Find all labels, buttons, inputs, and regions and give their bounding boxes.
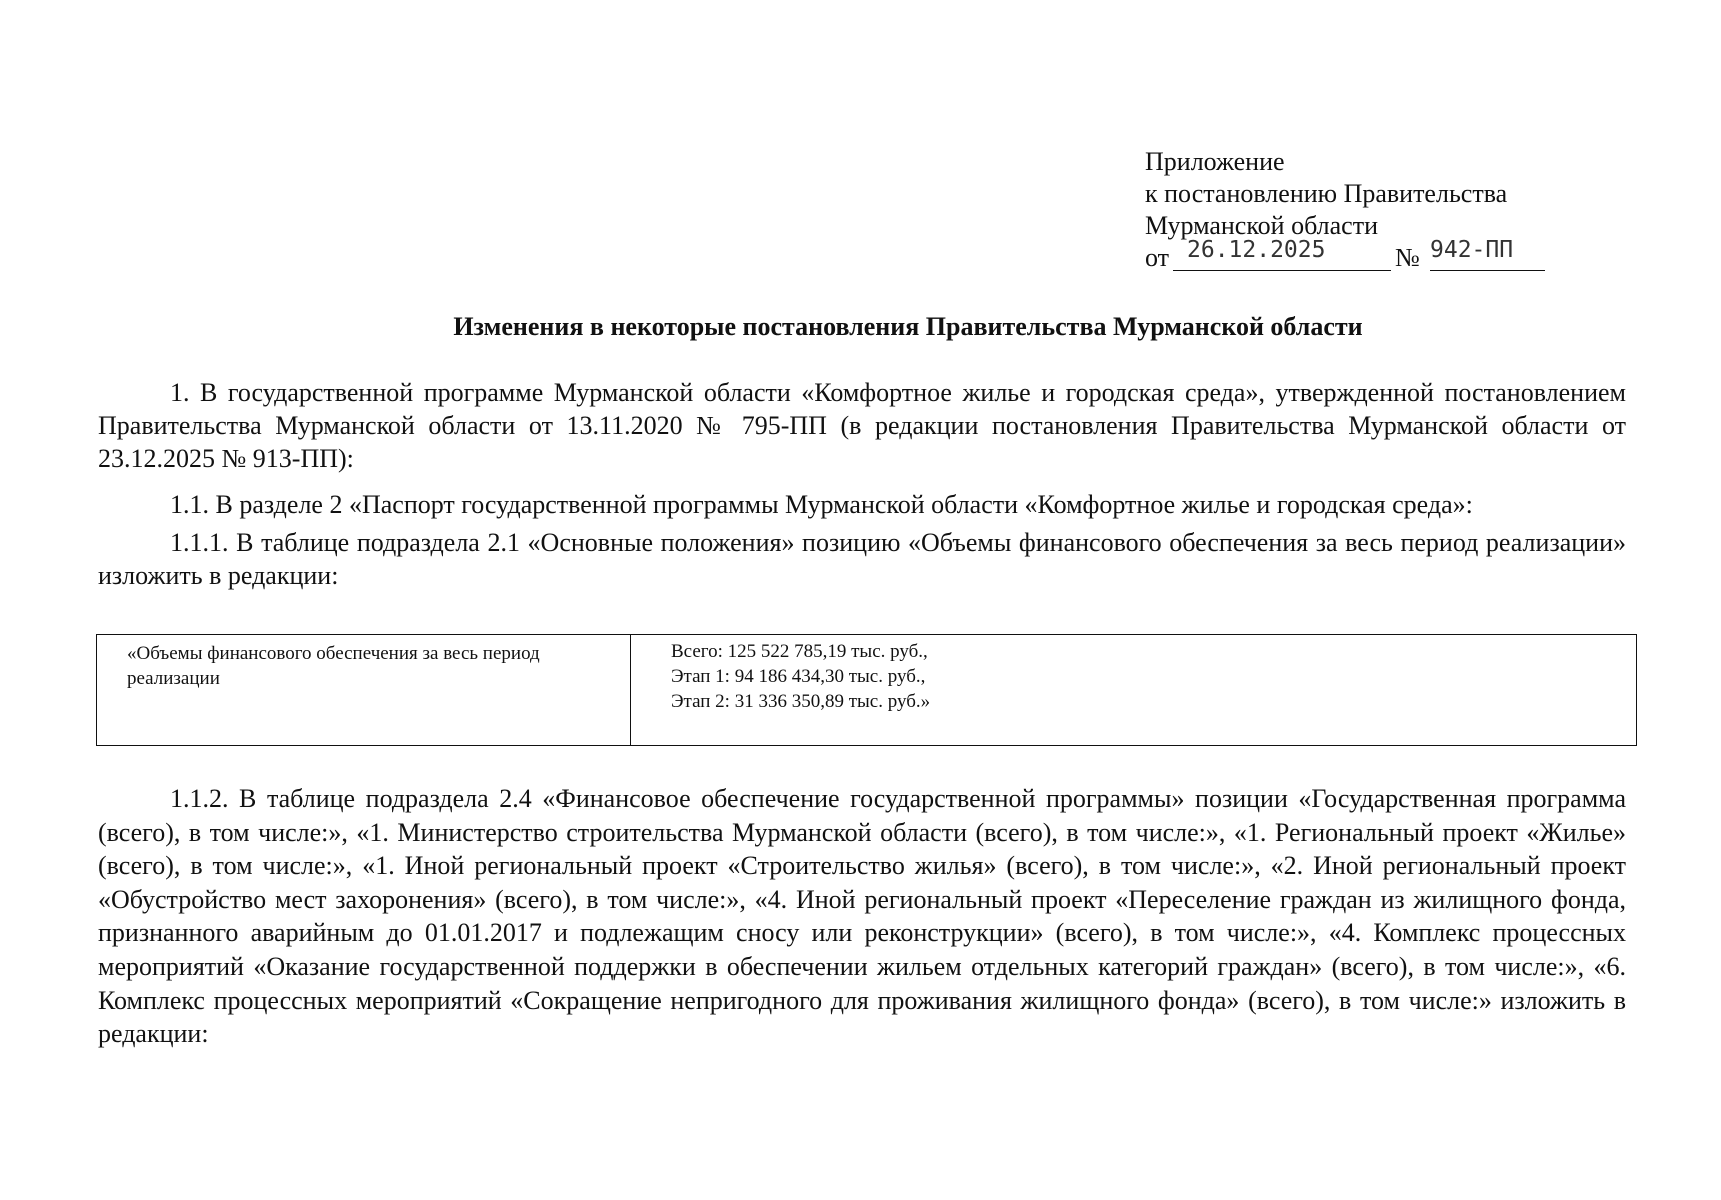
paragraph-1: 1. В государственной программе Мурманской области «Комфортное жилье и городская среда», утвержденной постановлением Правительства Мурманской области от 13.11.2020 № 795-ПП (в редакции постановления Правительства Мурманской области от 23.12.2025 № 913-ПП): [98, 378, 1626, 473]
number-field [1430, 237, 1545, 271]
financing-label: «Объемы финансового обеспечения за весь период реализации [127, 643, 540, 689]
financing-stage-2: Этап 2: 31 336 350,89 тыс. руб.» [671, 691, 931, 712]
date-value: 26.12.2025 [1187, 237, 1326, 263]
date-prefix: от [1145, 243, 1170, 272]
appendix-block [1145, 146, 1565, 274]
paragraph-1-1-1: 1.1.1. В таблице подраздела 2.1 «Основные положения» позицию «Объемы финансового обеспечения за весь период реализации» изложить в редакции: [98, 528, 1626, 590]
appendix-heading: Приложение [1145, 147, 1285, 176]
document-title: Изменения в некоторые постановления Правительства Мурманской области [453, 312, 1363, 341]
appendix-date-line [1145, 237, 1565, 274]
appendix-reference: к постановлению Правительства [1145, 179, 1508, 208]
appendix-region: Мурманской области [1145, 211, 1378, 240]
paragraph-1-1: 1.1. В разделе 2 «Паспорт государственной программы Мурманской области «Комфортное жилье и городская среда»: [170, 490, 1473, 519]
paragraph-1-1-2: 1.1.2. В таблице подраздела 2.4 «Финансовое обеспечение государственной программы» позиции «Государственная программа (всего), в том числе:», «1. Министерство строительства Мурманской области (всего), в том числе:», «1. Региональный проект «Жилье» (всего), в том числе:», «1. Иной региональный проект «Строительство жилья» (всего), в том числе:», «2. Иной региональный проект «Обустройство мест захоронения» (всего), в том числе:», «4. Иной региональный проект «Переселение граждан из жилищного фонда, признанного аварийным до 01.01.2017 и подлежащим сносу или реконструкции» (всего), в том числе:», «4. Комплекс процессных мероприятий «Оказание государственной поддержки в обеспечении жильем отдельных категорий граждан» (всего), в том числе:», «6. Комплекс процессных мероприятий «Сокращение непригодного для проживания жилищного фонда» (всего), в том числе:» изложить в редакции: [98, 784, 1626, 1049]
financing-total: Всего: 125 522 785,19 тыс. руб., [671, 641, 928, 662]
date-field [1173, 237, 1391, 271]
number-value: 942-ПП [1430, 237, 1514, 263]
financing-table [96, 634, 1637, 746]
financing-table-value-cell [631, 635, 1636, 745]
number-prefix: № [1395, 243, 1420, 272]
financing-stage-1: Этап 1: 94 186 434,30 тыс. руб., [671, 666, 926, 687]
financing-table-label-cell [97, 635, 631, 745]
